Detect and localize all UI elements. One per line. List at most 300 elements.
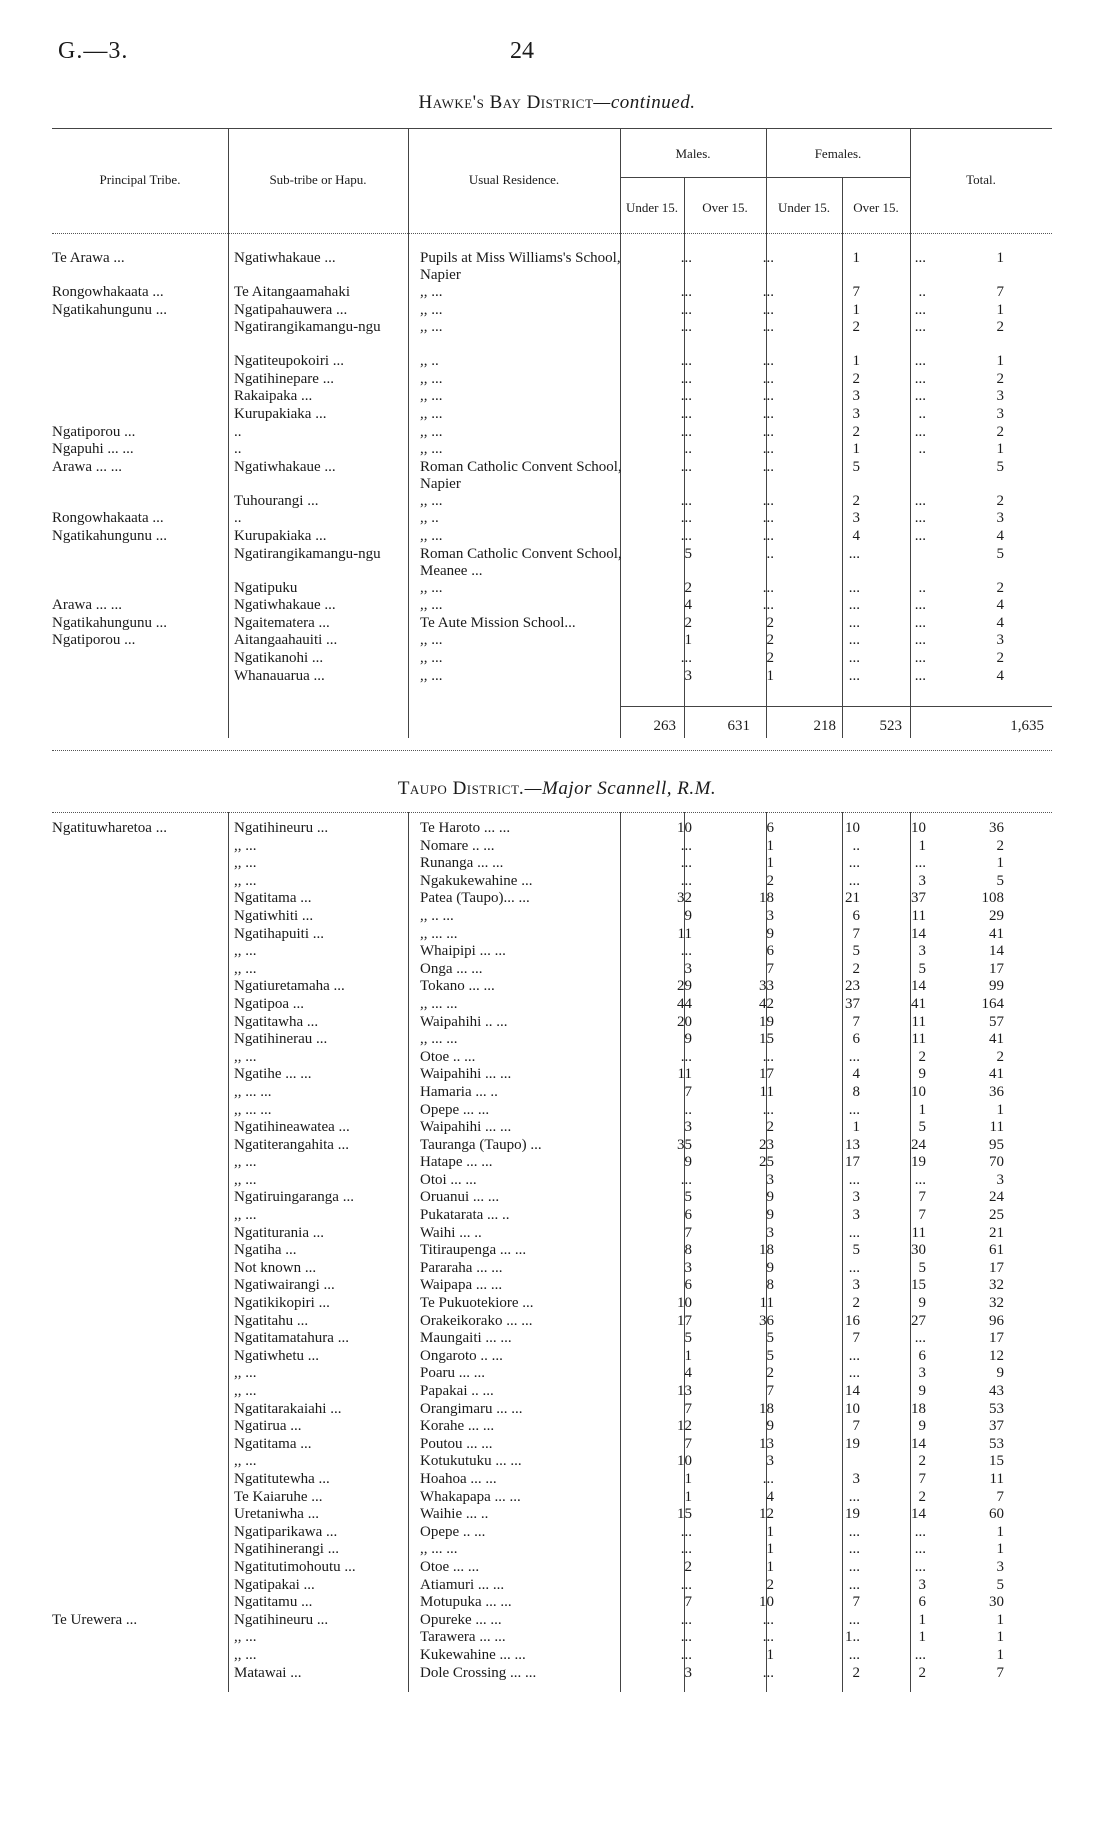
cell-males-under15: 15 [677,1506,692,1523]
cell-usual-residence: Oruanui ... ... [420,1189,500,1206]
taupo-row [52,1119,1012,1137]
cell-total: 70 [989,1154,1004,1171]
cell-principal-tribe [52,1453,228,1471]
taupo-row [52,890,1012,908]
cell-males-under15: 4 [684,597,692,614]
cell-principal-tribe [52,388,228,406]
cell-females-over15: 11 [911,907,926,924]
cell-sub-tribe: Ngatiteupokoiri ... [234,353,344,370]
cell-females-under15: 7 [852,1594,860,1611]
cell-usual-residence: Otoi ... ... [420,1171,477,1188]
cell-principal-tribe [52,1559,228,1577]
taupo-row [52,1612,1012,1630]
cell-principal-tribe [52,1647,228,1665]
cell-males-over15: ... [762,423,774,440]
cell-principal-tribe [52,493,228,511]
cell-sub-tribe: Ngatitama ... [234,890,312,907]
cell-males-over15: ... [762,597,774,614]
cell-total: 2 [996,1048,1004,1065]
cell-principal-tribe [52,996,228,1014]
cell-females-under15: ... [848,1541,860,1558]
cell-males-under15: 9 [684,1154,692,1171]
cell-males-under15: ... [680,872,692,889]
cell-usual-residence: Otoe ... ... [420,1558,480,1575]
cell-females-under15: 7 [852,925,860,942]
cell-principal-tribe [52,1665,228,1683]
cell-sub-tribe: Uretaniwha ... [234,1506,319,1523]
header-males: Males. [675,146,711,161]
cell-usual-residence: Ongaroto .. ... [420,1347,503,1364]
cell-sub-tribe: Matawai ... [234,1664,302,1681]
cell-males-under15: ... [680,855,692,872]
cell-males-over15: ... [762,1664,774,1681]
taupo-title-main: Taupo District [397,778,520,799]
cell-principal-tribe [52,406,228,424]
cell-males-under15: 20 [677,1013,692,1030]
cell-males-over15: 18 [759,1242,774,1259]
cell-total: 32 [989,1295,1004,1312]
cell-females-under15: ... [848,579,860,596]
cell-sub-tribe: Ngatirangikamangu-ngu [234,545,381,562]
cell-males-over15: 7 [766,960,774,977]
cell-total: 14 [989,943,1004,960]
cell-males-over15: ... [762,441,774,458]
cell-usual-residence: Runanga ... ... [420,855,504,872]
cell-sub-tribe: Tuhourangi ... [234,492,319,509]
taupo-row [52,1453,1012,1471]
cell-sub-tribe: .. [234,441,242,458]
cell-females-under15: ... [848,1646,860,1663]
cell-total: 2 [996,579,1004,596]
header-usual-residence: Usual Residence. [468,172,560,187]
cell-females-under15: ... [848,1224,860,1241]
cell-usual-residence: Te Pukuotekiore ... [420,1295,534,1312]
taupo-row [52,1084,1012,1102]
taupo-row [52,1348,1012,1366]
cell-usual-residence: Waipahihi ... ... [420,1066,512,1083]
cell-usual-residence: ,, ... [420,492,443,509]
cell-principal-tribe [52,371,228,389]
hawkes-row [52,302,1012,320]
hawkes-row [52,388,1012,406]
cell-females-over15: ... [914,649,926,666]
cell-females-over15: 6 [918,1347,926,1364]
cell-males-under15: ... [680,1611,692,1628]
cell-males-over15: ... [762,510,774,527]
hawkes-row [52,424,1012,442]
cell-females-over15: 7 [918,1189,926,1206]
cell-males-over15: 2 [766,872,774,889]
cell-principal-tribe [52,1172,228,1190]
cell-principal-tribe [52,1489,228,1507]
cell-males-over15: 9 [766,1207,774,1224]
cell-total: 4 [996,527,1004,544]
header-females-over15: Over 15. [853,200,899,215]
cell-males-under15: 7 [684,1435,692,1452]
cell-males-over15: 18 [759,890,774,907]
cell-males-under15: ... [680,837,692,854]
cell-males-under15: 7 [684,1083,692,1100]
cell-usual-residence: ,, ... [420,667,443,684]
cell-females-under15: ... [848,1611,860,1628]
hawkes-row [52,510,1012,528]
taupo-row [52,1506,1012,1524]
cell-principal-tribe [52,1418,228,1436]
cell-principal-tribe: Ngapuhi ... ... [52,441,134,458]
cell-males-over15: 2 [766,649,774,666]
cell-females-under15: 10 [845,820,860,836]
cell-principal-tribe [52,1137,228,1155]
cell-females-under15: 2 [852,423,860,440]
cell-males-under15: 10 [677,820,692,836]
hawkes-end-rule [52,750,1052,751]
cell-males-over15: 25 [759,1154,774,1171]
cell-usual-residence: ,, ... [420,527,443,544]
taupo-row [52,1260,1012,1278]
cell-females-over15: ... [914,250,926,266]
taupo-row [52,1242,1012,1260]
cell-males-under15: 17 [677,1312,692,1329]
cell-principal-tribe [52,353,228,371]
cell-sub-tribe: Ngatipahauwera ... [234,301,348,318]
taupo-row [52,1277,1012,1295]
cell-usual-residence: ,, ... [420,370,443,387]
cell-principal-tribe [52,1277,228,1295]
cell-males-under15: ... [680,370,692,387]
total-males-over15: 631 [727,718,750,734]
cell-usual-residence: Motupuka ... ... [420,1594,512,1611]
cell-males-over15: 1 [766,855,774,872]
cell-usual-residence: Onga ... ... [420,960,483,977]
cell-sub-tribe: Ngatikikopiri ... [234,1295,330,1312]
cell-sub-tribe: ,, ... ... [234,1101,272,1118]
cell-females-over15: 9 [918,1066,926,1083]
cell-usual-residence: Orangimaru ... ... [420,1400,523,1417]
cell-females-over15: ... [914,1558,926,1575]
cell-females-under15: 7 [852,1330,860,1347]
cell-females-under15: 7 [852,1013,860,1030]
cell-sub-tribe: ,, ... [234,1207,257,1224]
cell-total: 12 [989,1347,1004,1364]
cell-principal-tribe [52,668,228,686]
cell-females-under15: 3 [852,1470,860,1487]
cell-sub-tribe: Ngatiwhiti ... [234,907,314,924]
cell-males-over15: 19 [759,1013,774,1030]
cell-females-under15: 19 [845,1506,860,1523]
cell-sub-tribe: Ngatiwairangi ... [234,1277,335,1294]
cell-total: 7 [996,1488,1004,1505]
cell-total: 96 [989,1312,1004,1329]
cell-total: 2 [996,370,1004,387]
taupo-row [52,1189,1012,1207]
cell-principal-tribe [52,1577,228,1595]
cell-total: 11 [989,1470,1004,1487]
cell-total: 43 [989,1383,1004,1399]
cell-females-over15: ... [914,855,926,872]
cell-males-over15: 6 [766,820,774,836]
cell-females-under15: 2 [852,1295,860,1312]
cell-sub-tribe: ,, ... [234,1154,257,1171]
cell-usual-residence: Waihi ... .. [420,1224,482,1241]
cell-males-under15: 3 [684,1664,692,1681]
cell-females-under15: ... [848,614,860,631]
cell-principal-tribe [52,1225,228,1243]
cell-usual-residence: ,, ... ... [420,925,458,942]
sex-split-rule [620,177,910,178]
cell-total: 32 [989,1277,1004,1294]
cell-males-under15: ... [680,458,692,475]
cell-principal-tribe [52,1471,228,1489]
cell-sub-tribe: Kurupakiaka ... [234,527,327,544]
cell-usual-residence: ,, ... [420,405,443,422]
cell-males-over15: 12 [759,1506,774,1523]
cell-usual-residence: ,, ... [420,441,443,458]
cell-sub-tribe: Ngatihapuiti ... [234,925,324,942]
cell-principal-tribe: Arawa ... ... [52,458,122,475]
cell-principal-tribe: Te Arawa ... [52,250,125,266]
header-females-under15: Under 15. [778,200,830,215]
cell-sub-tribe: Ngatitahu ... [234,1312,309,1329]
cell-females-under15: ... [848,855,860,872]
hawkes-row [52,284,1012,302]
cell-total: 95 [989,1136,1004,1153]
taupo-row [52,1172,1012,1190]
cell-males-under15: 9 [684,1031,692,1048]
cell-females-over15: ... [914,370,926,387]
cell-females-over15: ... [914,667,926,684]
cell-males-over15: 5 [766,1347,774,1364]
cell-females-over15: 11 [911,1013,926,1030]
cell-principal-tribe [52,1084,228,1102]
cell-total: 5 [996,1576,1004,1593]
cell-usual-residence: Tauranga (Taupo) ... [420,1136,542,1153]
cell-principal-tribe [52,1401,228,1419]
cell-males-under15: ... [680,353,692,370]
cell-females-over15: 9 [918,1418,926,1435]
cell-females-over15: ... [914,510,926,527]
cell-sub-tribe: Ngatipuku [234,579,298,596]
cell-principal-tribe: Rongowhakaata ... [52,284,164,300]
cell-females-under15: ... [848,1259,860,1276]
cell-males-under15: 1 [684,1488,692,1505]
cell-sub-tribe: Ngatiwhetu ... [234,1347,319,1364]
cell-principal-tribe [52,1541,228,1559]
cell-males-under15: 7 [684,1400,692,1417]
cell-sub-tribe: Ngatihineawatea ... [234,1119,350,1136]
cell-males-under15: ... [680,319,692,336]
cell-males-over15: 17 [759,1066,774,1083]
cell-usual-residence: Tarawera ... ... [420,1629,506,1646]
cell-females-under15: 3 [852,388,860,405]
cell-principal-tribe: Ngatiporou ... [52,423,136,440]
cell-sub-tribe: Ngatihineuru ... [234,820,329,836]
cell-females-over15: ... [914,1523,926,1540]
cell-males-over15: ... [762,1470,774,1487]
cell-males-over15: 1 [766,1558,774,1575]
cell-females-under15: 6 [852,907,860,924]
cell-total: 3 [996,632,1004,649]
cell-sub-tribe: Ngatiturania ... [234,1224,324,1241]
cell-males-over15: 1 [766,837,774,854]
total-grand: 1,635 [1010,718,1044,734]
cell-sub-tribe: Ngatirangikamangu-ngu [234,319,381,336]
cell-females-under15: ... [848,1365,860,1382]
cell-females-under15: 2 [852,370,860,387]
hawkes-row [52,546,1012,580]
cell-sub-tribe: Kurupakiaka ... [234,405,327,422]
cell-sub-tribe: Ngatiwhakaue ... [234,250,336,266]
cell-males-under15: 2 [684,614,692,631]
cell-sub-tribe: .. [234,423,242,440]
cell-sub-tribe: Ngatihinerau ... [234,1031,328,1048]
cell-females-under15: ... [848,1048,860,1065]
cell-females-over15: 2 [918,1488,926,1505]
cell-sub-tribe: Te Kaiaruhe ... [234,1488,323,1505]
cell-males-over15: 13 [759,1435,774,1452]
hawkes-row [52,406,1012,424]
cell-principal-tribe [52,855,228,873]
cell-usual-residence: Opureke ... ... [420,1611,502,1628]
cell-males-over15: 3 [766,1171,774,1188]
cell-sub-tribe: Ngatiwhakaue ... [234,597,336,614]
taupo-row [52,1049,1012,1067]
cell-usual-residence: Kotukutuku ... ... [420,1453,522,1470]
cell-females-under15: ... [848,1347,860,1364]
cell-males-over15: ... [762,458,774,475]
total-males-under15: 263 [653,718,676,734]
cell-males-under15: 6 [684,1277,692,1294]
hawkes-row [52,353,1012,371]
cell-total: 17 [989,1259,1004,1276]
cell-females-under15: 7 [852,284,860,300]
cell-females-under15: 19 [845,1435,860,1452]
cell-males-under15: 5 [684,1330,692,1347]
cell-males-over15: 3 [766,1453,774,1470]
cell-total: 53 [989,1400,1004,1417]
cell-females-over15: 5 [918,1119,926,1136]
cell-males-over15: 1 [766,1523,774,1540]
cell-females-over15: ... [914,301,926,318]
cell-total: 3 [996,1171,1004,1188]
cell-males-over15: ... [762,301,774,318]
cell-sub-tribe: ,, ... [234,1048,257,1065]
cell-females-under15: ... [848,632,860,649]
header-males-over15: Over 15. [702,200,748,215]
cell-males-under15: ... [680,943,692,960]
cell-females-over15: 1 [918,1611,926,1628]
cell-usual-residence: Patea (Taupo)... ... [420,890,530,907]
cell-total: 17 [989,1330,1004,1347]
cell-usual-residence: Waihie ... .. [420,1506,489,1523]
cell-males-under15: ... [680,649,692,666]
cell-females-over15: ... [914,492,926,509]
cell-females-over15: 14 [911,925,926,942]
cell-females-under15 [782,1453,868,1471]
cell-males-over15: 9 [766,1259,774,1276]
cell-usual-residence: Hamaria ... .. [420,1083,498,1100]
cell-usual-residence: ,, ... [420,319,443,336]
header-sub-tribe: Sub-tribe or Hapu. [269,172,367,187]
taupo-row [52,1401,1012,1419]
cell-total: 61 [989,1242,1004,1259]
cell-usual-residence: Opepe ... ... [420,1101,490,1118]
cell-sub-tribe: Ngatitamatahura ... [234,1330,349,1347]
cell-females-over15: ... [914,614,926,631]
cell-females-under15: 4 [852,1066,860,1083]
cell-usual-residence: Pararaha ... ... [420,1259,503,1276]
cell-females-over15: 15 [911,1277,926,1294]
cell-males-under15: 5 [684,1189,692,1206]
cell-principal-tribe: Ngatituwharetoa ... [52,820,167,836]
cell-males-over15: 2 [766,1119,774,1136]
header-males-under15: Under 15. [626,200,678,215]
cell-usual-residence: ,, ... [420,301,443,318]
cell-males-under15: 11 [677,1066,692,1083]
cell-total: 1 [996,1523,1004,1540]
cell-sub-tribe: Te Aitangaamahaki [234,284,350,300]
cell-usual-residence: ,, ... ... [420,1541,458,1558]
cell-females-under15: 1 [852,441,860,458]
cell-sub-tribe: ,, ... [234,837,257,854]
cell-sub-tribe: ,, ... ... [234,1083,272,1100]
cell-females-under15: 1 [852,353,860,370]
cell-females-under15: .. [852,837,860,854]
cell-sub-tribe: Ngatiwhakaue ... [234,458,336,475]
cell-total: 3 [996,510,1004,527]
cell-usual-residence: ,, ... ... [420,1031,458,1048]
cell-males-under15: 3 [684,1119,692,1136]
cell-usual-residence: ,, ... [420,579,443,596]
cell-females-over15: .. [918,441,926,458]
cell-principal-tribe [52,1014,228,1032]
cell-principal-tribe [52,890,228,908]
cell-females-over15: 1 [918,837,926,854]
cell-males-over15: ... [762,284,774,300]
cell-females-under15: ... [848,545,860,562]
cell-males-under15: 1 [684,632,692,649]
cell-principal-tribe [52,580,228,598]
cell-females-under15: 14 [845,1383,860,1399]
cell-males-under15: 3 [684,1259,692,1276]
cell-sub-tribe: Whanauarua ... [234,667,325,684]
cell-males-under15: 10 [677,1453,692,1470]
cell-males-under15: 3 [684,667,692,684]
cell-females-over15: 18 [911,1400,926,1417]
cell-females-over15: ... [914,1330,926,1347]
cell-males-over15: 8 [766,1277,774,1294]
cell-males-over15: 42 [759,995,774,1012]
cell-usual-residence: Roman Catholic Convent School, Meanee ... [420,545,622,579]
cell-usual-residence: Maungaiti ... ... [420,1330,512,1347]
taupo-row [52,1066,1012,1084]
cell-females-over15: 1 [918,1101,926,1118]
cell-females-over15: 27 [911,1312,926,1329]
cell-total: 1 [996,250,1004,266]
taupo-row [52,873,1012,891]
hawkes-bay-title [0,92,1114,114]
cell-total: 57 [989,1013,1004,1030]
cell-sub-tribe: Ngaitematera ... [234,614,330,631]
cell-sub-tribe: Ngatipoa ... [234,995,304,1012]
cell-total: 108 [981,890,1004,907]
cell-females-over15: .. [918,579,926,596]
cell-females-under15: 3 [852,405,860,422]
cell-usual-residence: ,, .. ... [420,907,454,924]
cell-females-over15: 11 [911,1224,926,1241]
hawkes-row [52,319,1012,353]
cell-sub-tribe: Not known ... [234,1259,317,1276]
cell-females-under15: ... [848,1101,860,1118]
